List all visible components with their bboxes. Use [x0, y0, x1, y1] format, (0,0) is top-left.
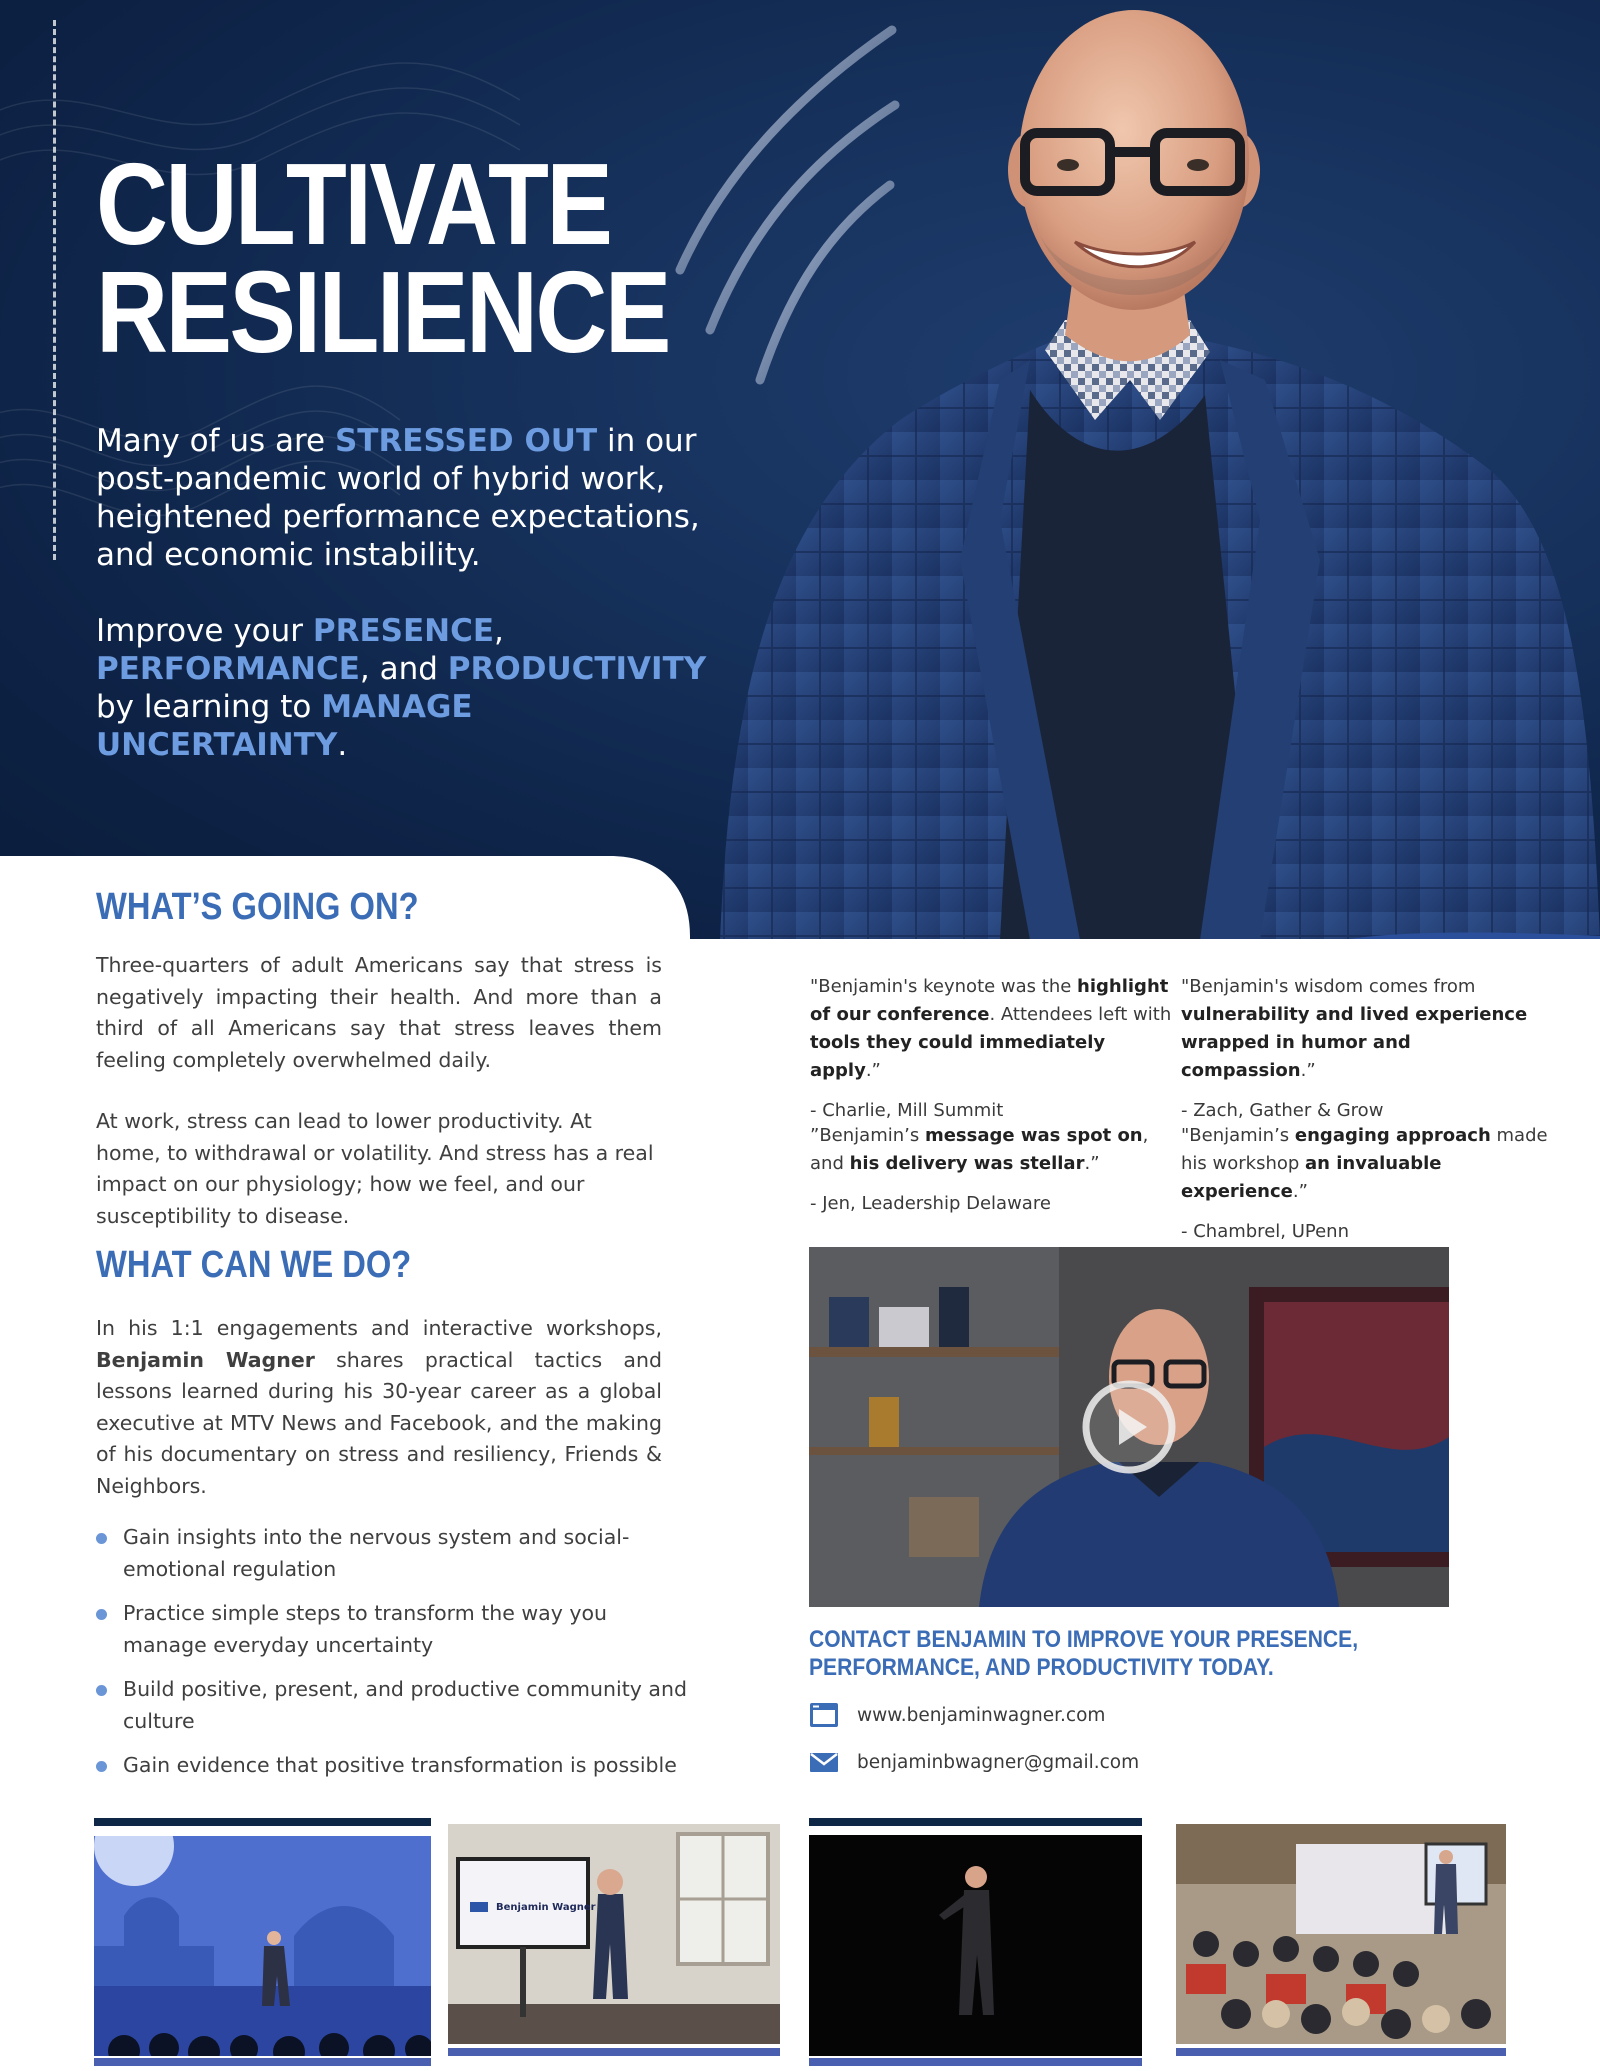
presentation-photo	[448, 1824, 780, 2044]
quote-text: "Benjamin's keynote was the	[810, 976, 1078, 997]
value-text: ,	[494, 613, 504, 649]
paragraph-text: In his 1:1 engagements and interactive workshops,	[96, 1316, 662, 1340]
testimonial-quote	[810, 973, 1180, 1085]
website-link[interactable]: www.benjaminwagner.com	[857, 1704, 1106, 1726]
value-highlight: PRESENCE	[312, 613, 495, 649]
intro-text: in our post-pandemic world of hybrid work, heightened performance expectations, and economic instability.	[96, 423, 700, 573]
contact-heading: CONTACT BENJAMIN TO IMPROVE YOUR PRESENCE, PERFORMANCE, AND PRODUCTIVITY TODAY.	[809, 1626, 1359, 1681]
quote-text: made his workshop	[1181, 1125, 1548, 1174]
intro-highlight: STRESSED OUT	[334, 423, 598, 459]
what-can-we-do-paragraph	[96, 1313, 662, 1502]
quote-text: .”	[1292, 1181, 1308, 1202]
quote-emphasis: message was spot on	[924, 1125, 1143, 1146]
quote-text: "Benjamin's wisdom comes from	[1181, 976, 1476, 997]
testimonial	[810, 1122, 1180, 1218]
testimonial	[810, 973, 1180, 1125]
testimonial-author: - Charlie, Mill Summit	[810, 1100, 1004, 1121]
testimonial-quote	[1181, 1122, 1551, 1206]
headline-line-1: CULTIVATE	[96, 139, 611, 269]
email-link[interactable]: benjaminbwagner@gmail.com	[857, 1751, 1140, 1773]
whats-going-on-paragraph-1: Three-quarters of adult Americans say that stress is negatively impacting their health. And more than a third of all Americans say that stress leaves them feeling completely overwhelmed daily.	[96, 953, 662, 1072]
testimonial	[1181, 1122, 1551, 1246]
quote-emphasis: engaging approach	[1294, 1125, 1491, 1146]
quote-text: ”Benjamin’s	[810, 1125, 925, 1146]
value-text: by learning to	[96, 689, 322, 725]
photo-top-bar	[809, 1818, 1142, 1826]
headline	[96, 139, 669, 377]
value-text: .	[337, 727, 348, 763]
whats-going-on-paragraph-2: At work, stress can lead to lower productivity. At home, to withdrawal or volatility. And stress has a real impact on our physiology; how we feel, and our susceptibility to disease.	[96, 1109, 654, 1228]
value-highlight: MANAGE UNCERTAINTY	[96, 689, 473, 763]
testimonial-quote	[810, 1122, 1180, 1178]
what-can-we-do-heading: WHAT CAN WE DO?	[96, 1244, 412, 1286]
paragraph-text: shares practical tactics and lessons learned during his 30-year career as a global executive at MTV News and Facebook, and the making of his documentary on stress and resiliency, Friends & Neighbors.	[96, 1347, 662, 1498]
photo-bottom-bar	[1176, 2048, 1506, 2056]
benefits-list	[96, 1522, 696, 1795]
quote-text: , and	[810, 1125, 1149, 1174]
quote-text: . Attendees left with	[989, 1004, 1172, 1025]
quote-text: .”	[865, 1060, 881, 1081]
value-highlight: PRODUCTIVITY	[447, 651, 707, 687]
quote-emphasis: tools they could immediately apply	[810, 1032, 1106, 1081]
quote-emphasis: vulnerability and lived experience wrapped in humor and compassion	[1181, 1004, 1528, 1081]
dashed-divider	[53, 20, 56, 560]
value-text: , and	[359, 651, 448, 687]
photo-bottom-bar	[448, 2048, 780, 2056]
list-item: Practice simple steps to transform the way you manage everyday uncertainty	[96, 1598, 696, 1661]
quote-emphasis: his delivery was stellar	[849, 1153, 1085, 1174]
browser-icon	[809, 1702, 839, 1728]
quote-text: "Benjamin’s	[1181, 1125, 1295, 1146]
website-row	[809, 1702, 1105, 1728]
whats-going-on-heading: WHAT’S GOING ON?	[96, 886, 419, 928]
photo-bottom-bar	[94, 2058, 431, 2066]
email-row	[809, 1749, 1139, 1775]
quote-text: .”	[1084, 1153, 1100, 1174]
intro-paragraph	[96, 422, 716, 574]
testimonial-author: - Jen, Leadership Delaware	[810, 1193, 1051, 1214]
stage-photo-1	[94, 1836, 431, 2056]
speaker-portrait	[700, 0, 1600, 940]
list-item: Build positive, present, and productive community and culture	[96, 1674, 696, 1737]
hero-banner	[0, 0, 1600, 940]
play-icon[interactable]	[1079, 1377, 1179, 1477]
quote-emphasis: highlight of our conference	[810, 976, 1169, 1025]
testimonial-author: - Zach, Gather & Grow	[1181, 1100, 1384, 1121]
video-player[interactable]	[809, 1247, 1449, 1607]
screen-text: Benjamin Wagner	[496, 1902, 596, 1913]
value-proposition	[96, 612, 716, 764]
value-highlight: PERFORMANCE	[96, 651, 360, 687]
testimonial-quote	[1181, 973, 1551, 1085]
list-item: Gain evidence that positive transformation is possible	[96, 1750, 696, 1782]
testimonial	[1181, 973, 1551, 1125]
quote-emphasis: an invaluable experience	[1181, 1153, 1442, 1202]
quote-text: .”	[1300, 1060, 1316, 1081]
workshop-photo	[1176, 1824, 1506, 2044]
list-item: Gain insights into the nervous system and social-emotional regulation	[96, 1522, 696, 1585]
envelope-icon	[809, 1749, 839, 1775]
headline-line-2: RESILIENCE	[96, 247, 669, 377]
photo-top-bar	[94, 1818, 431, 1826]
intro-text: Many of us are	[96, 423, 335, 459]
testimonial-author: - Chambrel, UPenn	[1181, 1221, 1349, 1242]
value-text: Improve your	[96, 613, 313, 649]
stage-photo-2	[809, 1835, 1142, 2056]
photo-bottom-bar	[809, 2058, 1142, 2066]
speaker-name: Benjamin Wagner	[96, 1347, 315, 1372]
